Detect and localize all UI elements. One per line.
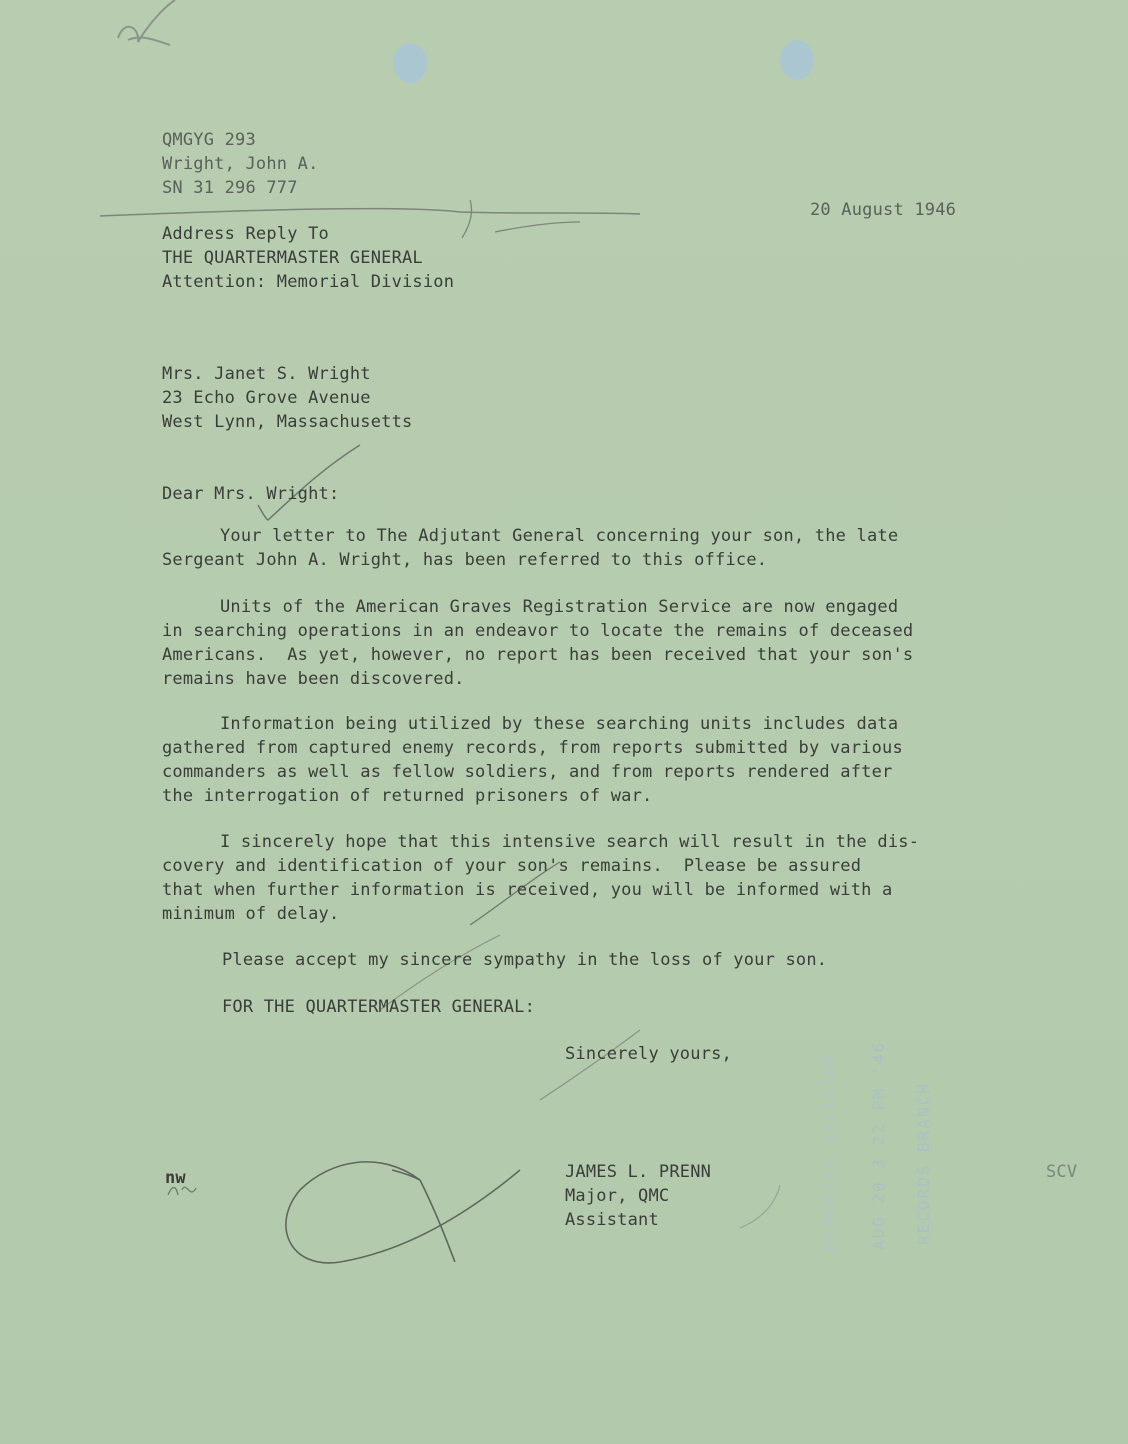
for-line: FOR THE QUARTERMASTER GENERAL: [222, 997, 536, 1017]
body-p2-line2: in searching operations in an endeavor to locate the remains of deceased [162, 621, 914, 641]
signer-name: JAMES L. PRENN [565, 1162, 712, 1182]
signature-mark [286, 1162, 520, 1263]
reply-attention: Attention: Memorial Division [162, 272, 455, 292]
body-p4-line2: covery and identification of your son's remains. Please be assured [162, 856, 862, 876]
recipient-name: Mrs. Janet S. Wright [162, 364, 371, 384]
corner-scribble [118, 0, 175, 45]
records-branch-stamp: RECORDS BRANCH [914, 1082, 933, 1245]
letter-date: 20 August 1946 [810, 200, 957, 220]
salutation: Dear Mrs. Wright: [162, 484, 340, 504]
body-p5: Please accept my sincere sympathy in the loss of your son. [222, 950, 828, 970]
recipient-street: 23 Echo Grove Avenue [162, 388, 371, 408]
body-p3-line2: gathered from captured enemy records, from reports submitted by various [162, 738, 903, 758]
file-code: SCV [1046, 1162, 1078, 1182]
body-p2-line3: Americans. As yet, however, no report has been received that your son's [162, 645, 914, 665]
body-p4-line3: that when further information is received, you will be informed with a [162, 880, 893, 900]
sincerely-line: Sincerely yours, [565, 1044, 732, 1064]
body-p1-line1: Your letter to The Adjutant General concerning your son, the late [220, 526, 899, 546]
body-p3-line3: commanders as well as fellow soldiers, and from reports rendered after [162, 762, 893, 782]
serial-number: SN 31 296 777 [162, 178, 298, 198]
body-p3-line1: Information being utilized by these searching units includes data [220, 714, 899, 734]
body-p4-line1: I sincerely hope that this intensive search will result in the dis- [220, 832, 920, 852]
body-p2-line1: Units of the American Graves Registration Service are now engaged [220, 597, 899, 617]
body-p4-line4: minimum of delay. [162, 904, 340, 924]
reply-office: THE QUARTERMASTER GENERAL [162, 248, 423, 268]
body-p3-line4: the interrogation of returned prisoners of war. [162, 786, 653, 806]
faint-pencil [740, 1185, 780, 1228]
subject-name: Wright, John A. [162, 154, 319, 174]
memorial-division-stamp: MEMORIAL DIVISION [819, 1052, 838, 1250]
file-reference: QMGYG 293 [162, 130, 256, 150]
received-stamp: AUG 20 3 22 PM '46 [869, 1040, 888, 1250]
typist-initials: nw [165, 1168, 186, 1188]
recipient-city: West Lynn, Massachusetts [162, 412, 413, 432]
signer-rank: Major, QMC [565, 1186, 670, 1206]
body-p2-line4: remains have been discovered. [162, 669, 465, 689]
reply-to-line: Address Reply To [162, 224, 329, 244]
header-tick [462, 200, 580, 238]
body-p1-line2: Sergeant John A. Wright, has been referred to this office. [162, 550, 768, 570]
header-rule [100, 209, 640, 216]
signer-title: Assistant [565, 1210, 659, 1230]
